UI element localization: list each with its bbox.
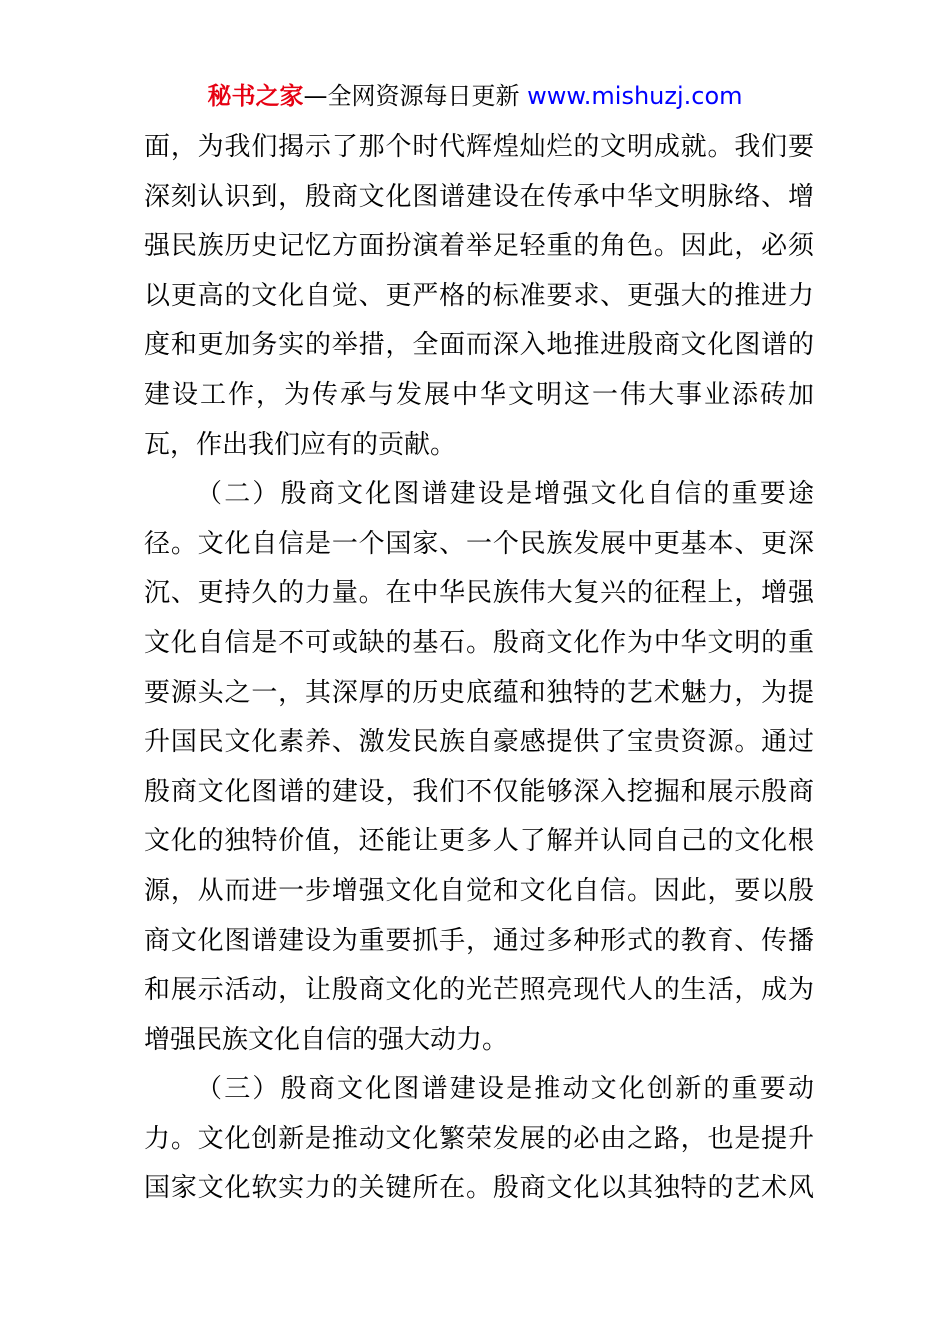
text-line: 源，从而进一步增强文化自觉和文化自信。因此，要以殷	[144, 875, 814, 906]
text-line: 要源头之一，其深厚的历史底蕴和独特的艺术魅力，为提	[144, 677, 814, 708]
text-line: 深刻认识到，殷商文化图谱建设在传承中华文明脉络、增	[144, 181, 814, 212]
paragraph-end-line: 增强民族文化自信的强大动力。	[144, 1024, 509, 1055]
document-body	[144, 123, 814, 1214]
paragraph-end-line: 瓦，作出我们应有的贡献。	[144, 429, 457, 460]
text-line: 径。文化自信是一个国家、一个民族发展中更基本、更深	[144, 528, 814, 559]
text-line: 度和更加务实的举措，全面而深入地推进殷商文化图谱的	[144, 330, 814, 361]
text-line: 以更高的文化自觉、更严格的标准要求、更强大的推进力	[144, 280, 814, 311]
text-line: 力。文化创新是推动文化繁荣发展的必由之路，也是提升	[144, 1123, 814, 1154]
text-line: 强民族历史记忆方面扮演着举足轻重的角色。因此，必须	[144, 231, 814, 262]
site-url-link[interactable]: www.mishuzj.com	[527, 82, 743, 110]
page-header	[0, 80, 950, 112]
text-line: 国家文化软实力的关键所在。殷商文化以其独特的艺术风	[144, 1173, 814, 1204]
section-heading-line: （三）殷商文化图谱建设是推动文化创新的重要动	[196, 1074, 814, 1105]
section-heading-line: （二）殷商文化图谱建设是增强文化自信的重要途	[196, 479, 814, 510]
site-tagline: —全网资源每日更新	[303, 82, 528, 110]
text-line: 建设工作，为传承与发展中华文明这一伟大事业添砖加	[144, 379, 814, 410]
text-line: 面，为我们揭示了那个时代辉煌灿烂的文明成就。我们要	[144, 132, 814, 162]
text-line: 文化的独特价值，还能让更多人了解并认同自己的文化根	[144, 826, 814, 857]
text-line: 殷商文化图谱的建设，我们不仅能够深入挖掘和展示殷商	[144, 776, 814, 807]
text-line: 沉、更持久的力量。在中华民族伟大复兴的征程上，增强	[144, 578, 814, 609]
text-line: 商文化图谱建设为重要抓手，通过多种形式的教育、传播	[144, 925, 814, 956]
text-line: 文化自信是不可或缺的基石。殷商文化作为中华文明的重	[144, 627, 814, 658]
text-line: 和展示活动，让殷商文化的光芒照亮现代人的生活，成为	[144, 975, 814, 1006]
site-brand: 秘书之家	[207, 82, 304, 110]
text-line: 升国民文化素养、激发民族自豪感提供了宝贵资源。通过	[144, 727, 814, 758]
